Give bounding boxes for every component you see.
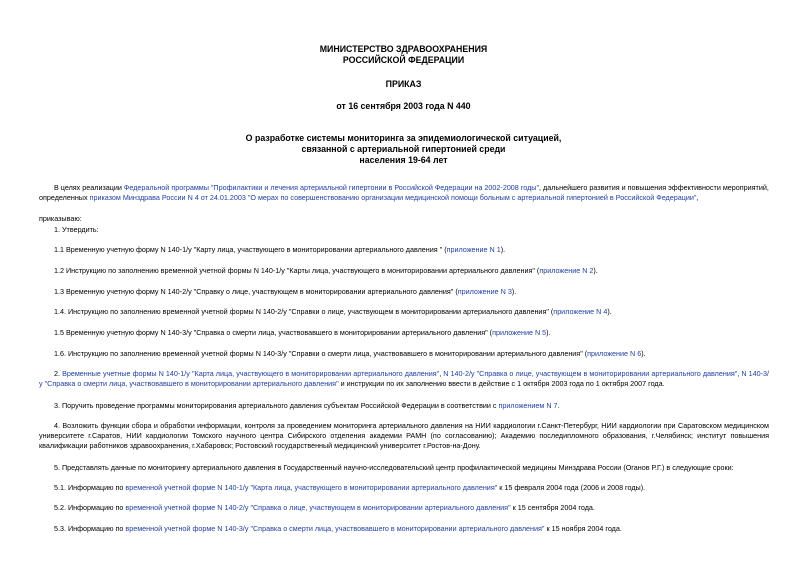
item-text: ). bbox=[607, 307, 612, 316]
item-4: 4. Возложить функции сбора и обработки информации, контроля за проведением мониторинга артериального давления на НИИ кардиологии г.Санкт-Петербург, НИИ кардиологии при Саратовском медицинском университете г.Саратов, НИИ кардиологии Томского научного центра Сибирского отделения академии РАМН (по согласованию); Академию последипломного образования, г.Челябинск; институт повышения квалификации работников здравоохранения, г.Хабаровск; Ростовский государственный медицинский университет г.Ростов-на-Дону. bbox=[39, 421, 769, 450]
appendix-6-link[interactable]: приложение N 6 bbox=[587, 349, 642, 358]
ministry-line-2: РОССИЙСКОЙ ФЕДЕРАЦИИ bbox=[342, 55, 465, 65]
item-text: 1.2 Инструкцию по заполнению временной учетной формы N 140-1/у "Карты лица, участвующего в мониторировании артериального давления" ( bbox=[54, 266, 540, 275]
item-text: 3. Поручить проведение программы мониторирования артериального давления субъектам Российской Федерации в соответствии с bbox=[54, 401, 499, 410]
title-line-3: населения 19-64 лет bbox=[359, 155, 448, 165]
order-n4-link[interactable]: приказом Минздрава России N 4 от 24.01.2003 "О мерах по совершенствованию организации медицинской помощи больным с артериальной гипертонией в Российской Федерации" bbox=[89, 193, 697, 202]
form-140-3-link[interactable]: N 140-3/у "Справка о смерти лица, участвовавшего в мониторировании артериального давления" bbox=[39, 369, 769, 388]
item-text: 1.6. Инструкцию по заполнению временной учетной формы N 140-3/у "Справки о смерти лица, участвовавшего в мониторировании артериального давления" ( bbox=[54, 349, 588, 358]
preamble-text: В целях реализации bbox=[54, 183, 124, 192]
form-140-2-report-link[interactable]: временной учетной форме N 140-2/у "Справка о лице, участвующем в мониторировании артериального давления" bbox=[125, 503, 511, 512]
item-text: 1.3 Временную учетную форму N 140-2/у "Справку о лице, участвующем в мониторировании артериального давления" ( bbox=[54, 287, 458, 296]
doc-type: ПРИКАЗ bbox=[385, 79, 422, 89]
federal-program-link[interactable]: Федеральной программы "Профилактики и лечения артериальной гипертонии в Российской Федерации на 2002-2008 годы" bbox=[123, 183, 540, 192]
form-140-3-report-link[interactable]: временной учетной форме N 140-3/у "Справка о смерти лица, участвовавшего в мониторировании артериального давления" bbox=[125, 524, 545, 533]
item-text: , bbox=[439, 369, 444, 378]
item-text: ). bbox=[546, 328, 551, 337]
appendix-5-link[interactable]: приложение N 5 bbox=[492, 328, 547, 337]
item-text: ). bbox=[641, 349, 646, 358]
item-2 bbox=[39, 369, 769, 389]
item-text: к 15 ноября 2004 года. bbox=[544, 524, 622, 533]
appendix-1-link[interactable]: приложение N 1 bbox=[446, 245, 501, 254]
item-text: 5.2. Информацию по bbox=[54, 503, 126, 512]
preamble-text: , bbox=[696, 193, 699, 202]
item-text: 2. bbox=[54, 369, 63, 378]
item-text: . bbox=[557, 401, 560, 410]
item-5-2 bbox=[54, 503, 595, 513]
item-1: 1. Утвердить: bbox=[54, 225, 99, 234]
item-1-6 bbox=[54, 349, 646, 359]
item-text: и инструкции по их заполнению ввести в действие с 1 октября 2003 года по 1 октября 2007 года. bbox=[338, 379, 665, 388]
form-140-2-link[interactable]: N 140-2/у "Справка о лице, участвующем в мониторировании артериального давления" bbox=[443, 369, 738, 378]
item-5: 5. Представлять данные по мониторингу артериального давления в Государственный научно-исследовательский центр профилактической медицины Минздрава России (Оганов Р.Г.) в следующие сроки: bbox=[54, 463, 734, 472]
title-line-2: связанной с артериальной гипертонией среди bbox=[301, 144, 506, 154]
appendix-7-link[interactable]: приложением N 7 bbox=[498, 401, 558, 410]
preamble-text: , дальнейшего развития и повышения эффективности мероприятий, bbox=[539, 183, 769, 192]
form-140-1-report-link[interactable]: временной учетной форме N 140-1/у "Карта лица, участвующего в мониторировании артериального давления" bbox=[125, 483, 498, 492]
item-5-1 bbox=[54, 483, 645, 493]
form-140-1-link[interactable]: Временные учетные формы N 140-1/у "Карта лица, участвующего в мониторировании артериального давления" bbox=[62, 369, 440, 378]
item-1-1 bbox=[54, 245, 505, 255]
item-text: ). bbox=[593, 266, 598, 275]
item-text: 5.1. Информацию по bbox=[54, 483, 126, 492]
item-1-4 bbox=[54, 307, 612, 317]
ministry-line-1: МИНИСТЕРСТВО ЗДРАВООХРАНЕНИЯ bbox=[319, 44, 488, 54]
item-text: ). bbox=[500, 245, 506, 254]
preamble-line-2 bbox=[39, 193, 698, 203]
appendix-2-link[interactable]: приложение N 2 bbox=[539, 266, 594, 275]
preamble-line-1 bbox=[54, 183, 774, 193]
appendix-3-link[interactable]: приложение N 3 bbox=[457, 287, 512, 296]
item-1-5 bbox=[54, 328, 551, 338]
item-text: к 15 февраля 2004 года (2006 и 2008 годы). bbox=[497, 483, 646, 492]
item-text: 1.4. Инструкцию по заполнению временной учетной формы N 140-2/у "Справки о лице, участвующем в мониторировании артериального давления" ( bbox=[54, 307, 554, 316]
item-text: 1.5 Временную учетную форму N 140-3/у "Справка о смерти лица, участвовавшего в мониторировании артериального давления" ( bbox=[54, 328, 493, 337]
item-3 bbox=[54, 401, 560, 411]
item-1-3 bbox=[54, 287, 516, 297]
item-5-3 bbox=[54, 524, 622, 534]
date-number: от 16 сентября 2003 года N 440 bbox=[336, 101, 471, 111]
item-text: 5.3. Информацию по bbox=[54, 524, 126, 533]
item-text: , bbox=[737, 369, 742, 378]
item-text: 1.1 Временную учетную форму N 140-1/у "Карту лица, участвующего в мониторировании артериального давления " ( bbox=[54, 245, 447, 254]
item-1-2 bbox=[54, 266, 598, 276]
title-line-1: О разработке системы мониторинга за эпидемиологической ситуацией, bbox=[245, 133, 562, 143]
item-text: ). bbox=[511, 287, 517, 296]
appendix-4-link[interactable]: приложение N 4 bbox=[553, 307, 608, 316]
order-word: приказываю: bbox=[39, 214, 82, 223]
preamble-text: определенных bbox=[39, 193, 90, 202]
item-text: к 15 сентября 2004 года. bbox=[510, 503, 595, 512]
